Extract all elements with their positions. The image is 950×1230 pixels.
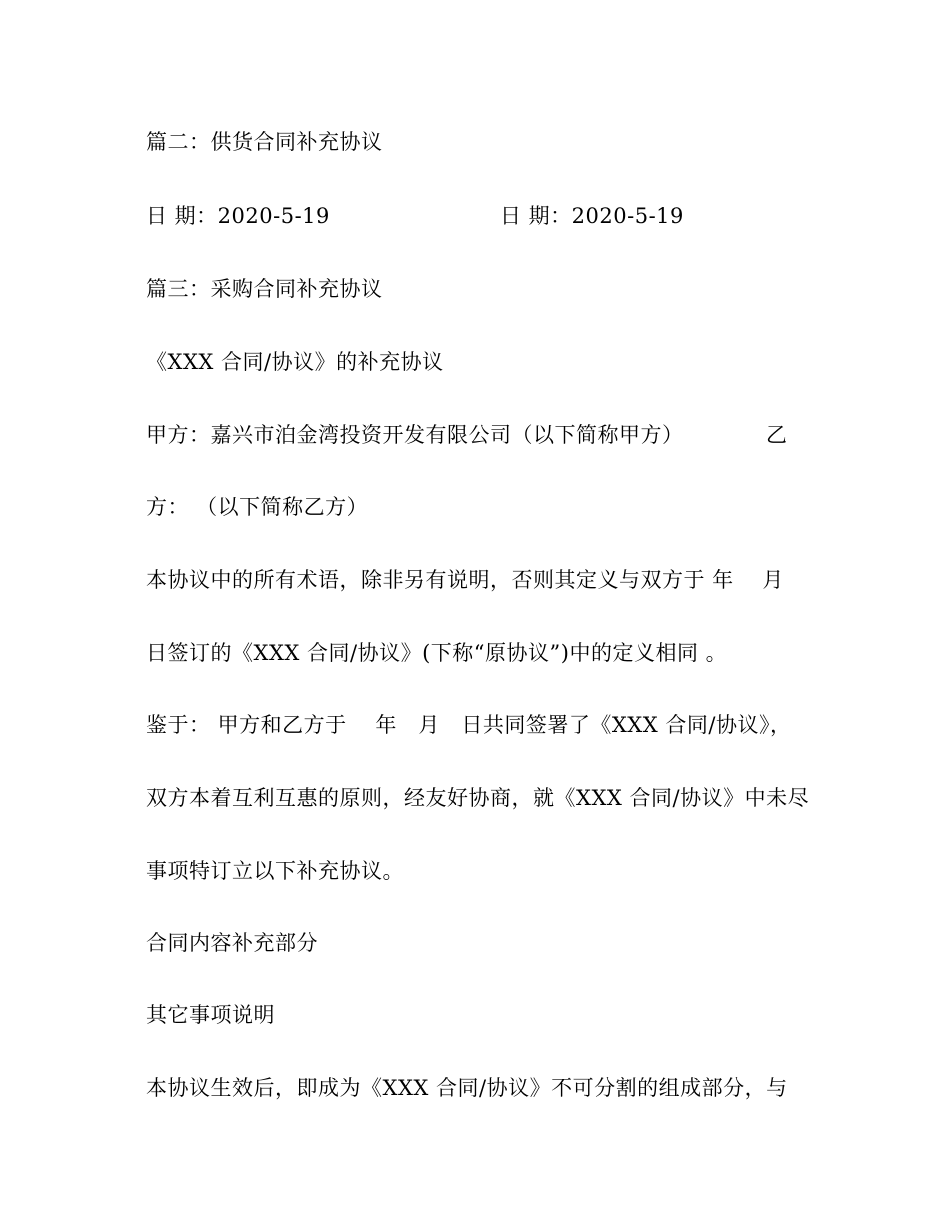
party-b-line: 方： （以下简称乙方） xyxy=(146,495,369,519)
terms-paragraph-line-2: 日签订的《XXX 合同/协议》(下称“原协议”)中的定义相同 。 xyxy=(146,641,728,665)
section-heading-other-matters: 其它事项说明 xyxy=(146,1003,275,1027)
party-a-line: 甲方：嘉兴市泊金湾投资开发有限公司（以下简称甲方） xyxy=(146,423,684,447)
date-left: 日 期：2020-5-19 xyxy=(146,204,330,228)
heading-part-three: 篇三：采购合同补充协议 xyxy=(146,277,383,301)
whereas-paragraph-line-3: 事项特订立以下补充协议。 xyxy=(146,859,404,883)
party-b-label-start: 乙 xyxy=(766,423,787,447)
agreement-title: 《XXX 合同/协议》的补充协议 xyxy=(146,350,444,374)
whereas-paragraph-line-1: 鉴于： 甲方和乙方于 年 月 日共同签署了《XXX 合同/协议》， xyxy=(146,713,792,737)
effect-paragraph-line-1: 本协议生效后，即成为《XXX 合同/协议》不可分割的组成部分，与 xyxy=(146,1076,788,1100)
whereas-paragraph-line-2: 双方本着互利互惠的原则，经友好协商，就《XXX 合同/协议》中未尽 xyxy=(146,786,810,810)
terms-paragraph-line-1: 本协议中的所有术语，除非另有说明，否则其定义与双方于 年 月 xyxy=(146,568,784,592)
date-right: 日 期：2020-5-19 xyxy=(500,204,684,228)
section-heading-supplement: 合同内容补充部分 xyxy=(146,931,318,955)
heading-part-two: 篇二：供货合同补充协议 xyxy=(146,130,383,154)
